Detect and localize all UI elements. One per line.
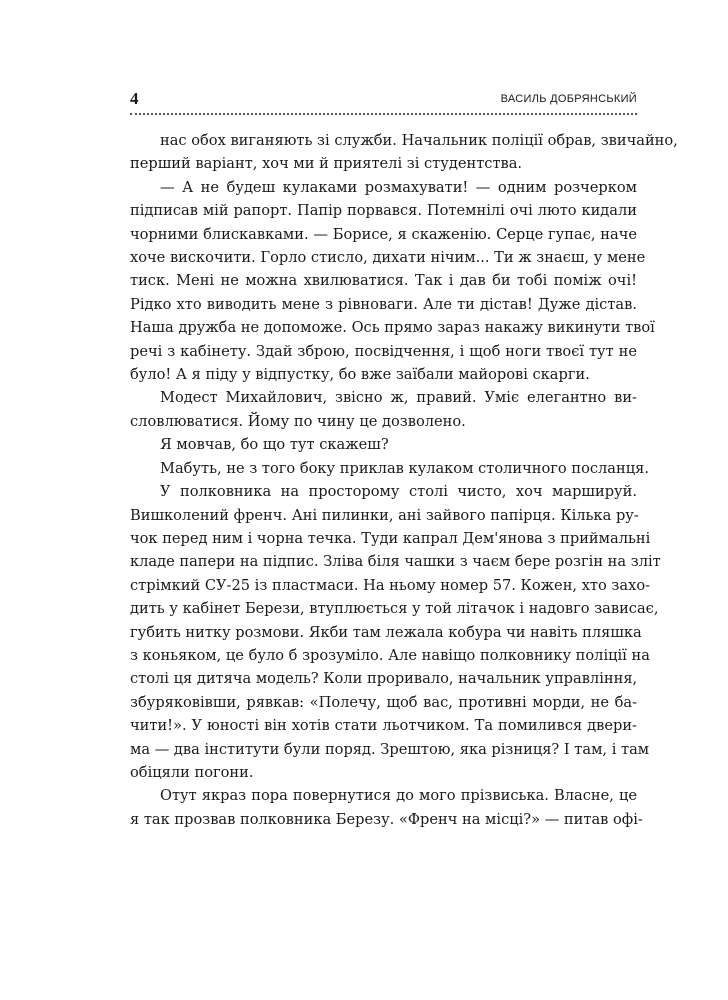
running-head bbox=[130, 89, 637, 115]
body-text bbox=[130, 129, 678, 831]
text-line: губить нитку розмови. Якби там лежала кобура чи навіть пляшка bbox=[130, 623, 642, 641]
text-line: дить у кабінет Берези, втуплюється у той літачок і надовго зависає, bbox=[130, 600, 659, 618]
text-line: чорними блискавками. — Борисе, я скаженію. Серце гупає, наче bbox=[130, 225, 637, 243]
text-line: чити!». У юності він хотів стати льотчиком. Та помилився двери- bbox=[130, 717, 637, 735]
paragraph bbox=[130, 457, 649, 480]
paragraph bbox=[130, 129, 678, 176]
text-line: з коньяком, це було б зрозуміло. Але навіщо полковнику поліції на bbox=[130, 646, 650, 664]
text-line: словлюватися. Йому по чину це дозволено. bbox=[130, 412, 466, 430]
text-line: збуряковівши, рявкав: «Полечу, щоб вас, противні морди, не ба- bbox=[130, 693, 637, 711]
text-line: Модест Михайлович, звісно ж, правий. Уміє елегантно ви- bbox=[160, 389, 637, 407]
text-line: було! А я піду у відпустку, бо вже заїбали майорові скарги. bbox=[130, 366, 590, 384]
text-line: підписав мій рапорт. Папір порвався. Потемнілі очі люто кидали bbox=[130, 202, 637, 220]
text-line: я так прозвав полковника Березу. «Френч на місці?» — питав офі- bbox=[130, 810, 643, 828]
text-line: Рідко хто виводить мене з рівноваги. Але ти дістав! Дуже дістав. bbox=[130, 295, 637, 313]
text-line: обіцяли погони. bbox=[130, 763, 254, 781]
text-line: нас обох виганяють зі служби. Начальник поліції обрав, звичайно, bbox=[160, 132, 678, 149]
text-line: хоче вискочити. Горло стисло, дихати нічим... Ти ж знаєш, у мене bbox=[130, 249, 646, 267]
page-number: 4 bbox=[130, 89, 139, 108]
text-line: кладе папери на підпис. Зліва біля чашки з чаєм бере розгін на зліт bbox=[130, 553, 661, 571]
text-line: чок перед ним і чорна течка. Туди капрал Дем'янова з приймальні bbox=[130, 529, 651, 547]
text-line: тиск. Мені не можна хвилюватися. Так і дав би тобі поміж очі! bbox=[130, 272, 637, 290]
text-line: Отут якраз пора повернутися до мого прізвиська. Власне, це bbox=[160, 787, 637, 805]
text-line: Мабуть, не з того боку приклав кулаком столичного посланця. bbox=[160, 459, 649, 477]
text-line: перший варіант, хоч ми й приятелі зі студентства. bbox=[130, 155, 523, 173]
text-line: столі ця дитяча модель? Коли проривало, начальник управління, bbox=[130, 670, 638, 688]
text-line: стрімкий СУ-25 із пластмаси. На ньому номер 57. Кожен, хто захо- bbox=[130, 576, 651, 594]
paragraph bbox=[130, 386, 637, 433]
paragraph bbox=[130, 433, 637, 456]
paragraph bbox=[130, 176, 655, 387]
author-name: ВАСИЛЬ ДОБРЯНСЬКИЙ bbox=[500, 93, 637, 105]
text-line: Я мовчав, бо що тут скажеш? bbox=[160, 436, 389, 454]
text-line: Наша дружба не допоможе. Ось прямо зараз накажу викинути твої bbox=[130, 319, 655, 337]
paragraph bbox=[130, 480, 661, 784]
paragraph bbox=[130, 784, 643, 831]
text-line: ма — два інститути були поряд. Зрештою, яка різниця? І там, і там bbox=[130, 740, 650, 758]
text-line: У полковника на просторому столі чисто, хоч маршируй. bbox=[160, 483, 637, 501]
text-line: речі з кабінету. Здай зброю, посвідчення, і щоб ноги твоєї тут не bbox=[130, 342, 637, 360]
text-line: Вишколений френч. Ані пилинки, ані зайвого папірця. Кілька ру- bbox=[130, 506, 639, 524]
text-line: — А не будеш кулаками розмахувати! — одним розчерком bbox=[160, 178, 637, 196]
